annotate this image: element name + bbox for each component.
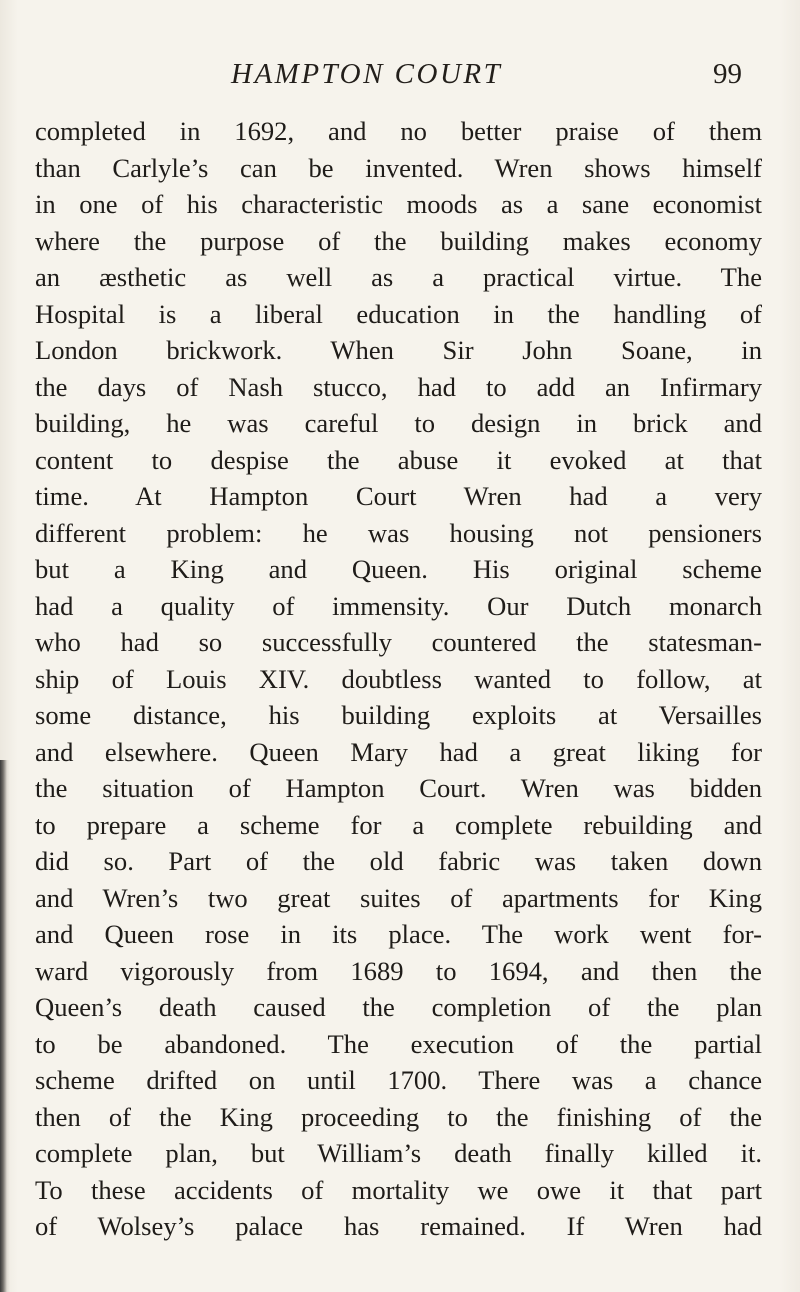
- text-line: completed in 1692, and no better praise of them: [35, 116, 762, 146]
- text-line: some distance, his building exploits at Versailles: [35, 700, 762, 730]
- text-line: London brickwork. When Sir John Soane, in: [35, 335, 762, 365]
- text-line: To these accidents of mortality we owe it that part: [35, 1174, 762, 1205]
- body-text: [35, 113, 762, 1245]
- text-line: the situation of Hampton Court. Wren was bidden: [35, 773, 762, 803]
- text-line: Queen’s death caused the completion of the plan: [35, 992, 762, 1022]
- text-line: content to despise the abuse it evoked at that: [35, 444, 762, 475]
- text-line: and elsewhere. Queen Mary had a great liking for: [35, 736, 762, 767]
- text-line: to be abandoned. The execution of the partial: [35, 1028, 762, 1059]
- text-line: then of the King proceeding to the finishing of the: [35, 1101, 762, 1132]
- running-head: HAMPTON COURT: [231, 58, 503, 90]
- text-line: an æsthetic as well as a practical virtue. The: [35, 262, 762, 292]
- text-line: in one of his characteristic moods as a sane economist: [35, 189, 762, 219]
- page-number: 99: [713, 58, 742, 90]
- page-header: [0, 58, 800, 108]
- text-line: building, he was careful to design in brick and: [35, 408, 762, 438]
- text-line: and Queen rose in its place. The work went for-: [35, 919, 762, 949]
- text-line: Hospital is a liberal education in the handling of: [35, 298, 762, 329]
- text-line: than Carlyle’s can be invented. Wren shows himself: [35, 152, 762, 183]
- text-line: of Wolsey’s palace has remained. If Wren had: [35, 1211, 762, 1241]
- text-line: ship of Louis XIV. doubtless wanted to follow, at: [35, 663, 762, 694]
- text-line: complete plan, but William’s death finally killed it.: [35, 1138, 762, 1168]
- binding-gutter-shadow: [0, 760, 10, 1292]
- text-line: to prepare a scheme for a complete rebuilding and: [35, 809, 762, 840]
- text-line: who had so successfully countered the statesman-: [35, 627, 762, 657]
- text-line: did so. Part of the old fabric was taken down: [35, 846, 762, 876]
- text-line: ward vigorously from 1689 to 1694, and then the: [35, 955, 762, 986]
- text-line: but a King and Queen. His original scheme: [35, 554, 762, 584]
- text-line: scheme drifted on until 1700. There was a chance: [35, 1065, 762, 1095]
- text-line: time. At Hampton Court Wren had a very: [35, 481, 762, 511]
- text-line: the days of Nash stucco, had to add an Infirmary: [35, 371, 762, 402]
- text-line: had a quality of immensity. Our Dutch monarch: [35, 590, 762, 621]
- text-line: where the purpose of the building makes economy: [35, 225, 762, 256]
- text-line: and Wren’s two great suites of apartments for King: [35, 882, 762, 913]
- text-line: different problem: he was housing not pensioners: [35, 517, 762, 548]
